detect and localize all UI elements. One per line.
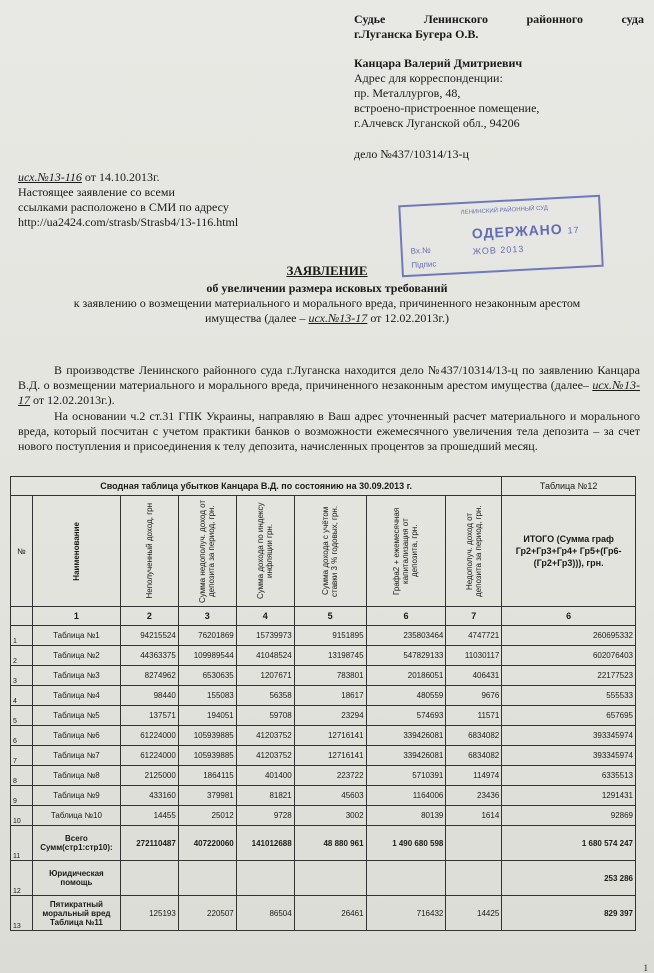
table-cell: 45603 [294,786,366,806]
reference-block [18,170,318,230]
table-cell: 18617 [294,686,366,706]
paragraph-text: от 12.02.2013г.). [30,393,115,407]
col-header: Сумма дохода с учётом ставки 3 % годовых, грн. [294,496,366,607]
reference-link[interactable]: исх.№13-17 [308,311,368,325]
document-title: ЗАЯВЛЕНИЕ [286,263,368,278]
recipient-word: Судье [354,12,386,26]
paragraph-1 [18,363,640,408]
table-cell: 9151895 [294,626,366,646]
table-cell: 20186051 [366,666,446,686]
row-index: 2 [11,646,33,666]
losses-table [10,476,636,931]
row-index: 5 [11,706,33,726]
table-cell: 81821 [236,786,294,806]
stamp-label-in: Вх.№ [410,245,431,256]
subtitle-text: от 12.02.2013г.) [367,311,449,325]
table-cell: 11571 [446,706,502,726]
table-cell: 9728 [236,806,294,826]
reference-line: ссылками расположено в СМИ по адресу [18,200,229,214]
table-cell: 716432 [366,896,446,931]
table-cell: 379981 [178,786,236,806]
table-row [11,646,636,666]
row-name: Таблица №5 [32,706,120,726]
table-cell: 105939885 [178,726,236,746]
table-row [11,626,636,646]
case-number: дело №437/10314/13-ц [354,147,469,161]
row-index: 1 [11,626,33,646]
table-cell: 125193 [120,896,178,931]
table-cell: 6834082 [446,726,502,746]
col-header: ИТОГО (Сумма граф Гр2+Гр3+Гр4+ Гр5+(Гр6- (Гр2+Гр3))), грн. [502,496,636,607]
row-name: Таблица №4 [32,686,120,706]
row-index: 11 [11,826,33,861]
table-cell: 4747721 [446,626,502,646]
stamp-status: ОДЕРЖАНО [471,220,564,242]
table-total-cell: 1291431 [502,786,636,806]
row-name: Таблица №10 [32,806,120,826]
col-header: Графа2 + ежемесячная капитализация от депозита, грн. [366,496,446,607]
table-cell: 15739973 [236,626,294,646]
table-cell: 48 880 961 [294,826,366,861]
table-total-cell: 6335513 [502,766,636,786]
table-total-cell: 657695 [502,706,636,726]
table-cell: 9676 [446,686,502,706]
table-cell: 8274962 [120,666,178,686]
table-row [11,686,636,706]
row-index: 10 [11,806,33,826]
table-cell: 14425 [446,896,502,931]
stamp-label-sign: Підпис [411,259,437,270]
col-number: 3 [178,607,236,626]
table-row [11,786,636,806]
row-name: Таблица №1 [32,626,120,646]
table-cell: 6834082 [446,746,502,766]
row-index: 4 [11,686,33,706]
row-index: 9 [11,786,33,806]
table-cell: 137571 [120,706,178,726]
address-line: Адрес для корреспонденции: [354,71,503,85]
table-total-cell: 829 397 [502,896,636,931]
table-cell: 1 490 680 598 [366,826,446,861]
table-total-cell: 22177523 [502,666,636,686]
table-cell: 61224000 [120,726,178,746]
table-total-cell: 602076403 [502,646,636,666]
row-index: 3 [11,666,33,686]
table-cell: 94215524 [120,626,178,646]
col-number: 7 [446,607,502,626]
table-cell: 574693 [366,706,446,726]
table-number: Таблица №12 [502,477,636,496]
table-cell: 141012688 [236,826,294,861]
table-cell: 783801 [294,666,366,686]
table-cell: 223722 [294,766,366,786]
stamp-org: ЛЕНИНСКИЙ РАЙОННЫЙ СУД [460,205,549,217]
row-name: Таблица №3 [32,666,120,686]
row-index: 13 [11,896,33,931]
table-cell: 480559 [366,686,446,706]
table-cell: 25012 [178,806,236,826]
table-total-cell: 393345974 [502,746,636,766]
col-header: Сумма недополуч. доход от депозита за период, грн. [178,496,236,607]
table-cell: 6530635 [178,666,236,686]
table-cell: 3002 [294,806,366,826]
outgoing-date: от 14.10.2013г. [81,170,160,184]
table-cell: 1864115 [178,766,236,786]
recipient-block [354,12,644,162]
row-name: Таблица №8 [32,766,120,786]
table-total-cell: 393345974 [502,726,636,746]
row-name: Таблица №2 [32,646,120,666]
subtitle-text: имущества (далее – [205,311,309,325]
address-line: встроено-пристроенное помещение, [354,101,540,115]
col-number: 5 [294,607,366,626]
table-cell: 26461 [294,896,366,931]
row-index: 7 [11,746,33,766]
outgoing-number-link[interactable]: исх.№13-116 [18,170,82,184]
table-cell: 547829133 [366,646,446,666]
col-header: Наименование [32,496,120,607]
paragraph-2: На основании ч.2 ст.31 ГПК Украины, направляю в Ваш адрес уточненный расчет материального и морального вреда, который посчитан с учетом практики банков о возможности ежемесячного увеличения тела депозита – за счет нового поступления и присоединения к телу депозита, начисленных процентов за прошедший месяц. [18,409,640,453]
col-number: 1 [32,607,120,626]
table-cell: 433160 [120,786,178,806]
table-cell: 44363375 [120,646,178,666]
row-index: 6 [11,726,33,746]
table-cell: 407220060 [178,826,236,861]
table-row [11,766,636,786]
table-cell: 59708 [236,706,294,726]
row-name: Пятикратный моральный вред Таблица №11 [32,896,120,931]
row-name: Таблица №6 [32,726,120,746]
table-cell: 1164006 [366,786,446,806]
table-cell: 105939885 [178,746,236,766]
stamp-date: 17 ЖОВ 2013 [472,224,580,257]
reference-url[interactable]: http://ua2424.com/strasb/Strasb4/13-116.html [18,215,239,229]
col-header: Неполученный доход, грн [120,496,178,607]
table-cell: 194051 [178,706,236,726]
row-name: Всего Сумм(стр1:стр10): [32,826,120,861]
table-total-cell: 555533 [502,686,636,706]
col-header: Сумма дохода по индексу инфляции грн. [236,496,294,607]
table-cell: 86504 [236,896,294,931]
table-cell: 76201869 [178,626,236,646]
table-cell: 235803464 [366,626,446,646]
address-line: пр. Металлургов, 48, [354,86,461,100]
table-cell: 13198745 [294,646,366,666]
table-cell: 5710391 [366,766,446,786]
table-cell: 1614 [446,806,502,826]
table-row [11,746,636,766]
table-cell: 61224000 [120,746,178,766]
page-number: 1 [643,963,648,973]
row-index: 12 [11,861,33,896]
recipient-line-2: г.Луганска Бугера О.В. [354,27,479,41]
table-row [11,726,636,746]
subtitle-line: к заявлению о возмещении материального и морального вреда, причиненного незаконным арестом [73,296,581,310]
table-row [11,706,636,726]
table-cell: 406431 [446,666,502,686]
reference-line: Настоящее заявление со всеми [18,185,175,199]
table-row [11,806,636,826]
col-number: 2 [120,607,178,626]
sender-name: Канцара Валерий Дмитриевич [354,56,523,70]
table-cell: 98440 [120,686,178,706]
table-cell: 339426081 [366,726,446,746]
paragraph-text: В производстве Ленинского районного суда г.Луганска находится дело №437/10314/13-ц по заявлению Канцара В.Д. о возмещении материального и морального вреда, причиненного незаконным арестом имущества (далее– [18,363,640,392]
subtitle-line-ref [0,311,654,326]
col-number: 6 [502,607,636,626]
col-number: 4 [236,607,294,626]
table-cell: 41203752 [236,726,294,746]
col-number: 6 [366,607,446,626]
table-total-cell: 92869 [502,806,636,826]
table-cell: 155083 [178,686,236,706]
row-index: 8 [11,766,33,786]
table-cell: 12716141 [294,746,366,766]
col-header: № [11,496,33,607]
col-header: Недополуч. доход от депозита за период, грн. [446,496,502,607]
table-cell [446,826,502,861]
table-cell: 114974 [446,766,502,786]
table-cell: 109989544 [178,646,236,666]
table-cell: 401400 [236,766,294,786]
reference-link[interactable]: исх.№13-17 [18,378,640,407]
recipient-line-1 [354,12,644,27]
recipient-word: районного [526,12,584,26]
table-cell: 1207671 [236,666,294,686]
table-cell: 11030117 [446,646,502,666]
table-cell: 41048524 [236,646,294,666]
table-cell: 23294 [294,706,366,726]
table-total-cell: 1 680 574 247 [502,826,636,861]
address-line: г.Алчевск Луганской обл., 94206 [354,116,520,130]
row-name: Юридическая помощь [32,861,120,896]
table-total-cell: 260695332 [502,626,636,646]
table-cell: 14455 [120,806,178,826]
document-subtitle: об увеличении размера исковых требований [206,281,448,295]
table-cell: 23436 [446,786,502,806]
table-total-cell: 253 286 [502,861,636,896]
table-cell: 12716141 [294,726,366,746]
row-name: Таблица №9 [32,786,120,806]
table-cell: 80139 [366,806,446,826]
table-cell: 339426081 [366,746,446,766]
recipient-word: суда [621,12,644,26]
row-name: Таблица №7 [32,746,120,766]
recipient-word: Ленинского [423,12,488,26]
table-cell: 41203752 [236,746,294,766]
table-cell: 272110487 [120,826,178,861]
table-cell: 56358 [236,686,294,706]
table-caption: Сводная таблица убытков Канцара В.Д. по состоянию на 30.09.2013 г. [11,477,502,496]
table-cell: 220507 [178,896,236,931]
table-row [11,666,636,686]
table-cell: 2125000 [120,766,178,786]
